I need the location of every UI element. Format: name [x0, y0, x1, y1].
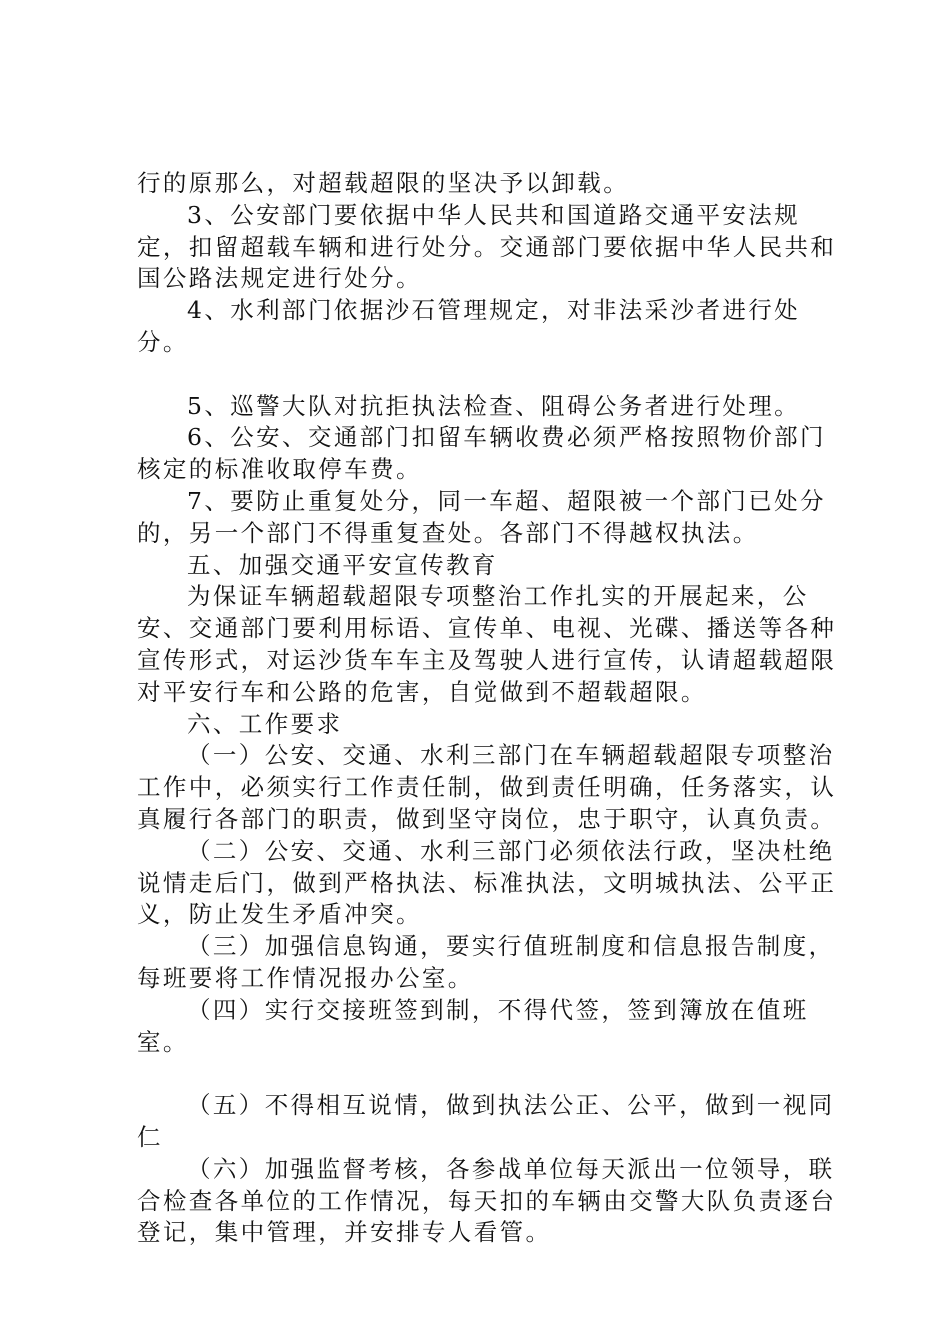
paragraph-item-3: 3、公安部门要依据中华人民共和国道路交通平安法规定，扣留超载车辆和进行处分。交通部门要依据中华人民共和国公路法规定进行处分。: [137, 200, 837, 293]
paragraph-requirement-1: （一）公安、交通、水利三部门在车辆超载超限专项整治工作中，必须实行工作责任制，做到责任明确，任务落实，认真履行各部门的职责，做到坚守岗位，忠于职守，认真负责。: [137, 741, 837, 833]
paragraph-requirement-5: （五）不得相互说情，做到执法公正、公平，做到一视同仁: [137, 1091, 835, 1151]
paragraph-publicity: 为保证车辆超载超限专项整治工作扎实的开展起来，公安、交通部门要利用标语、宣传单、电视、光碟、播送等各种宣传形式，对运沙货车车主及驾驶人进行宣传，认请超载超限对平安行车和公路的危害，自觉做到不超载超限。: [137, 582, 837, 706]
paragraph-item-6: 6、公安、交通部门扣留车辆收费必须严格按照物价部门核定的标准收取停车费。: [137, 423, 826, 484]
paragraph-continuation: 行的原那么，对超载超限的坚决予以卸载。: [137, 169, 630, 197]
paragraph-requirement-6: （六）加强监督考核，各参战单位每天派出一位领导，联合检查各单位的工作情况，每天扣的车辆由交警大队负责逐台登记，集中管理，并安排专人看管。: [137, 1154, 837, 1247]
paragraph-item-4: 4、水利部门依据沙石管理规定，对非法采沙者进行处分。: [137, 296, 801, 356]
section-heading-5: 五、加强交通平安宣传教育: [187, 550, 498, 579]
paragraph-item-7: 7、要防止重复处分，同一车超、超限被一个部门已处分的，另一个部门不得重复查处。各部门不得越权执法。: [137, 486, 826, 547]
paragraph-requirement-2: （二）公安、交通、水利三部门必须依法行政，坚决杜绝说情走后门，做到严格执法、标准执法，文明城执法、公平正义，防止发生矛盾冲突。: [137, 836, 837, 929]
paragraph-requirement-3: （三）加强信息钩通，要实行值班制度和信息报告制度，每班要将工作情况报办公室。: [137, 932, 835, 992]
paragraph-requirement-4: （四）实行交接班签到制，不得代签，签到簿放在值班室。: [137, 995, 809, 1056]
document-body: [137, 168, 837, 1249]
paragraph-item-5: 5、巡警大队对抗拒执法检查、阻碍公务者进行处理。: [187, 391, 801, 420]
section-heading-6: 六、工作要求: [187, 709, 343, 738]
